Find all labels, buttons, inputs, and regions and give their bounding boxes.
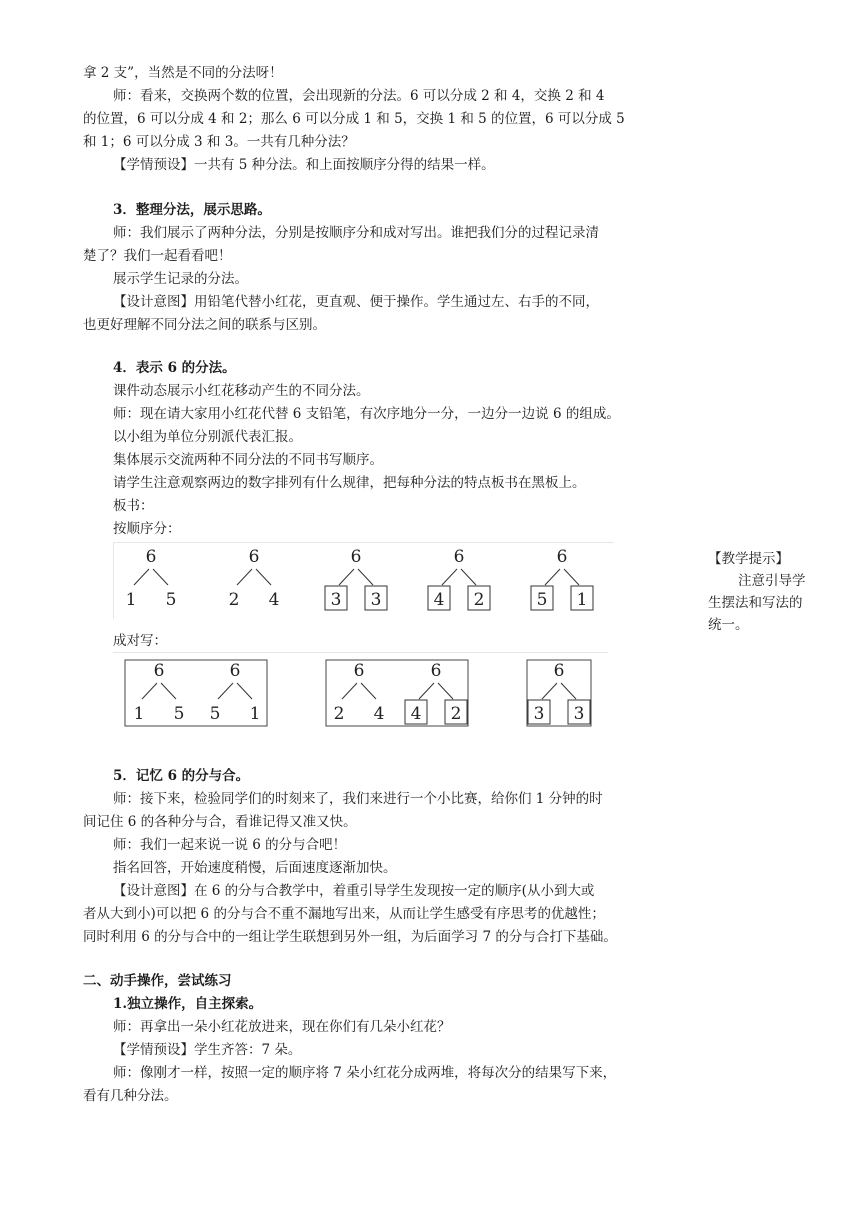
split-branch-right bbox=[561, 683, 576, 699]
split-total: 6 bbox=[353, 661, 365, 681]
split-total: 6 bbox=[453, 547, 465, 567]
section-heading: 1.独立操作，自主探索。 bbox=[113, 996, 263, 1012]
split-branch-left bbox=[142, 683, 157, 699]
paragraph-line: 板书： bbox=[113, 498, 154, 514]
paragraph-line: 课件动态展示小红花移动产生的不同分法。 bbox=[113, 383, 370, 399]
split-tree bbox=[210, 661, 261, 724]
split-branch-left bbox=[545, 569, 560, 585]
split-left-part: 5 bbox=[536, 590, 548, 610]
split-branch-left bbox=[542, 683, 557, 699]
paragraph-line: 以小组为单位分别派代表汇报。 bbox=[113, 429, 302, 445]
split-left-part: 1 bbox=[133, 704, 145, 724]
split-right-part: 5 bbox=[173, 704, 185, 724]
teaching-tip-line: 统一。 bbox=[708, 617, 749, 633]
paragraph-line: 指名回答，开始速度稍慢，后面速度逐渐加快。 bbox=[113, 860, 397, 876]
paragraph-line: 的位置，6 可以分成 4 和 2；那么 6 可以分成 1 和 5，交换 1 和 5 的位置，6 可以分成 5 bbox=[83, 111, 625, 127]
split-right-part: 1 bbox=[249, 704, 261, 724]
paragraph-line: 师：接下来，检验同学们的时刻来了，我们来进行一个小比赛，给你们 1 分钟的时 bbox=[113, 791, 603, 807]
split-right-part: 2 bbox=[473, 590, 485, 610]
order-split-diagram bbox=[114, 543, 614, 619]
split-total: 6 bbox=[229, 661, 241, 681]
split-tree bbox=[428, 547, 490, 610]
paragraph-line: 展示学生记录的分法。 bbox=[113, 271, 248, 287]
split-left-part: 4 bbox=[410, 704, 422, 724]
teaching-tip-line: 生摆法和写法的 bbox=[708, 595, 803, 611]
split-branch-right bbox=[358, 569, 373, 585]
pair-split-diagram bbox=[113, 653, 608, 737]
paragraph-line: 【设计意图】用铅笔代替小红花，更直观、便于操作。学生通过左、右手的不同， bbox=[113, 294, 599, 310]
split-left-part: 2 bbox=[228, 590, 240, 610]
split-right-part: 2 bbox=[450, 704, 462, 724]
paragraph-line: 者从大到小)可以把 6 的分与合不重不漏地写出来，从而让学生感受有序思考的优越性； bbox=[83, 906, 605, 922]
split-total: 6 bbox=[145, 547, 157, 567]
paragraph-line: 师：我们展示了两种分法，分别是按顺序分和成对写出。谁把我们分的过程记录清 bbox=[113, 225, 599, 241]
split-right-part: 3 bbox=[370, 590, 382, 610]
split-left-part: 1 bbox=[125, 590, 137, 610]
split-branch-left bbox=[342, 683, 357, 699]
split-branch-right bbox=[256, 569, 271, 585]
split-tree bbox=[126, 547, 177, 610]
split-right-part: 3 bbox=[573, 704, 585, 724]
split-total: 6 bbox=[556, 547, 568, 567]
paragraph-line: 师：看来，交换两个数的位置，会出现新的分法。6 可以分成 2 和 4，交换 2 和 4 bbox=[113, 88, 605, 104]
split-right-part: 1 bbox=[576, 590, 588, 610]
split-total: 6 bbox=[248, 547, 260, 567]
section-heading: 二、动手操作，尝试练习 bbox=[83, 973, 232, 989]
split-left-part: 2 bbox=[333, 704, 345, 724]
split-branch-left bbox=[339, 569, 354, 585]
split-left-part: 4 bbox=[433, 590, 445, 610]
split-total: 6 bbox=[430, 661, 442, 681]
split-branch-left bbox=[442, 569, 457, 585]
paragraph-line: 师：现在请大家用小红花代替 6 支铅笔，有次序地分一分，一边分一边说 6 的组成。 bbox=[113, 406, 620, 422]
split-tree bbox=[229, 547, 280, 610]
paragraph-line: 请学生注意观察两边的数字排列有什么规律，把每种分法的特点板书在黑板上。 bbox=[113, 475, 586, 491]
split-right-part: 5 bbox=[165, 590, 177, 610]
split-branch-left bbox=[134, 569, 149, 585]
split-tree bbox=[528, 661, 590, 724]
split-right-part: 4 bbox=[268, 590, 280, 610]
teaching-tip bbox=[708, 548, 848, 636]
paragraph-line: 间记住 6 的各种分与合，看谁记得又准又快。 bbox=[83, 814, 357, 830]
pair-split-figure bbox=[113, 652, 608, 737]
paragraph-line: 也更好理解不同分法之间的联系与区别。 bbox=[83, 317, 326, 333]
split-left-part: 3 bbox=[533, 704, 545, 724]
split-right-part: 4 bbox=[373, 704, 385, 724]
paragraph-line: 【学情预设】学生齐答：7 朵。 bbox=[113, 1042, 302, 1058]
paragraph-line: 【学情预设】一共有 5 种分法。和上面按顺序分得的结果一样。 bbox=[113, 157, 495, 173]
order-split-figure bbox=[113, 542, 614, 619]
split-branch-left bbox=[218, 683, 233, 699]
split-branch-right bbox=[161, 683, 176, 699]
section-heading: 5．记忆 6 的分与合。 bbox=[113, 768, 250, 784]
split-branch-right bbox=[361, 683, 376, 699]
split-left-part: 5 bbox=[209, 704, 221, 724]
split-tree bbox=[134, 661, 185, 724]
split-branch-right bbox=[461, 569, 476, 585]
paragraph-line: 师：像刚才一样，按照一定的顺序将 7 朵小红花分成两堆，将每次分的结果写下来， bbox=[113, 1065, 617, 1081]
teaching-tip-line: 注意引导学 bbox=[738, 573, 806, 589]
teaching-tip-title: 【教学提示】 bbox=[708, 551, 789, 567]
section-heading: 3．整理分法，展示思路。 bbox=[113, 202, 271, 218]
split-left-part: 3 bbox=[330, 590, 342, 610]
paragraph-line: 看有几种分法。 bbox=[83, 1088, 178, 1104]
paragraph-line: 【设计意图】在 6 的分与合教学中，着重引导学生发现按一定的顺序(从小到大或 bbox=[113, 883, 595, 899]
split-branch-right bbox=[153, 569, 168, 585]
split-tree bbox=[334, 661, 385, 724]
paragraph-line: 同时利用 6 的分与合中的一组让学生联想到另外一组，为后面学习 7 的分与合打下基础。 bbox=[83, 929, 617, 945]
paragraph-line: 楚了？我们一起看看吧！ bbox=[83, 248, 232, 264]
split-tree bbox=[531, 547, 593, 610]
paragraph-line: 成对写： bbox=[113, 633, 167, 649]
paragraph-line: 拿 2 支”，当然是不同的分法呀！ bbox=[83, 65, 283, 81]
paragraph-line: 师：再拿出一朵小红花放进来，现在你们有几朵小红花？ bbox=[113, 1019, 451, 1035]
paragraph-line: 集体展示交流两种不同分法的不同书写顺序。 bbox=[113, 452, 383, 468]
split-tree bbox=[325, 547, 387, 610]
split-branch-left bbox=[237, 569, 252, 585]
split-tree bbox=[405, 661, 467, 724]
split-total: 6 bbox=[153, 661, 165, 681]
paragraph-line: 按顺序分： bbox=[113, 521, 181, 537]
paragraph-line: 师：我们一起来说一说 6 的分与合吧！ bbox=[113, 837, 347, 853]
split-branch-right bbox=[237, 683, 252, 699]
paragraph-line: 和 1；6 可以分成 3 和 3。一共有几种分法？ bbox=[83, 134, 355, 150]
split-branch-right bbox=[438, 683, 453, 699]
section-heading: 4．表示 6 的分法。 bbox=[113, 360, 236, 376]
split-total: 6 bbox=[553, 661, 565, 681]
split-total: 6 bbox=[350, 547, 362, 567]
split-branch-left bbox=[419, 683, 434, 699]
split-branch-right bbox=[564, 569, 579, 585]
